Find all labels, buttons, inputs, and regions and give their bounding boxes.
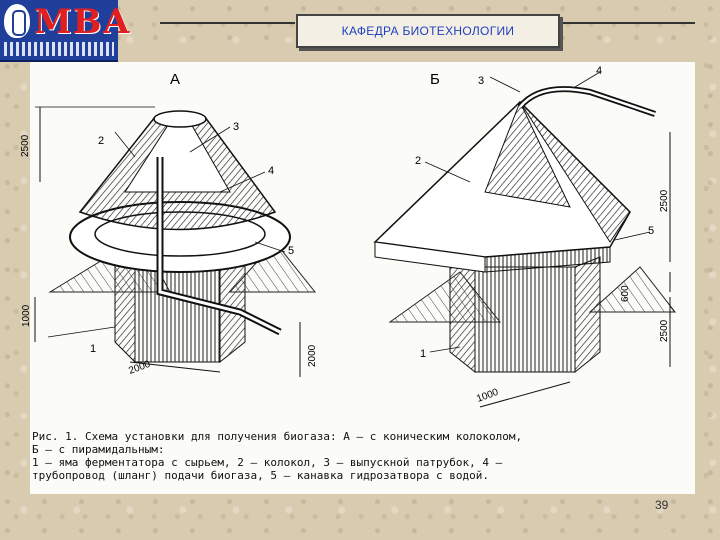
building-icon — [4, 42, 114, 56]
header-rule-left — [160, 22, 295, 24]
dim-a-height: 2500 — [20, 134, 31, 157]
dim-b-width: 1000 — [475, 386, 500, 405]
dim-b-height: 2500 — [659, 189, 670, 212]
header-rule-right — [560, 22, 695, 24]
dim-b-gap: 600 — [620, 285, 631, 302]
logo — [0, 0, 132, 62]
label-b: Б — [430, 71, 440, 88]
callout-a-1: 1 — [90, 343, 97, 355]
dim-b-depth: 2500 — [659, 319, 670, 342]
callout-a-3: 3 — [233, 121, 240, 133]
caption-line-3: 1 — яма ферментатора с сырьем, 2 — колокол, 3 — выпускной патрубок, 4 — — [32, 456, 503, 469]
callout-a-2: 2 — [98, 135, 105, 147]
caption-line-2: Б — с пирамидальным: — [32, 443, 165, 456]
callout-a-4: 4 — [268, 165, 275, 177]
drawing-a — [35, 107, 315, 377]
label-a: А — [170, 71, 181, 88]
callout-b-3: 3 — [478, 75, 485, 87]
callout-b-1: 1 — [420, 348, 427, 360]
logo-text: МВА — [34, 2, 132, 42]
callout-b-2: 2 — [415, 155, 422, 167]
dim-a-depth: 1000 — [21, 304, 32, 327]
caption-line-1: Рис. 1. Схема установки для получения биогаза: А — с коническим колоколом, — [32, 430, 523, 443]
callout-b-5: 5 — [648, 225, 655, 237]
figure-caption — [32, 430, 692, 482]
page-title: КАФЕДРА БИОТЕХНОЛОГИИ — [341, 24, 515, 38]
callout-a-5: 5 — [288, 245, 295, 257]
callout-b-4: 4 — [596, 65, 603, 77]
header-title-box — [296, 14, 560, 48]
emblem-icon — [4, 4, 30, 38]
dim-a-width: 2000 — [127, 358, 152, 377]
dim-a-pipe: 2000 — [307, 344, 318, 367]
page-number: 39 — [655, 498, 669, 512]
caption-line-4: трубопровод (шланг) подачи биогаза, 5 — канавка гидрозатвора с водой. — [32, 469, 489, 482]
